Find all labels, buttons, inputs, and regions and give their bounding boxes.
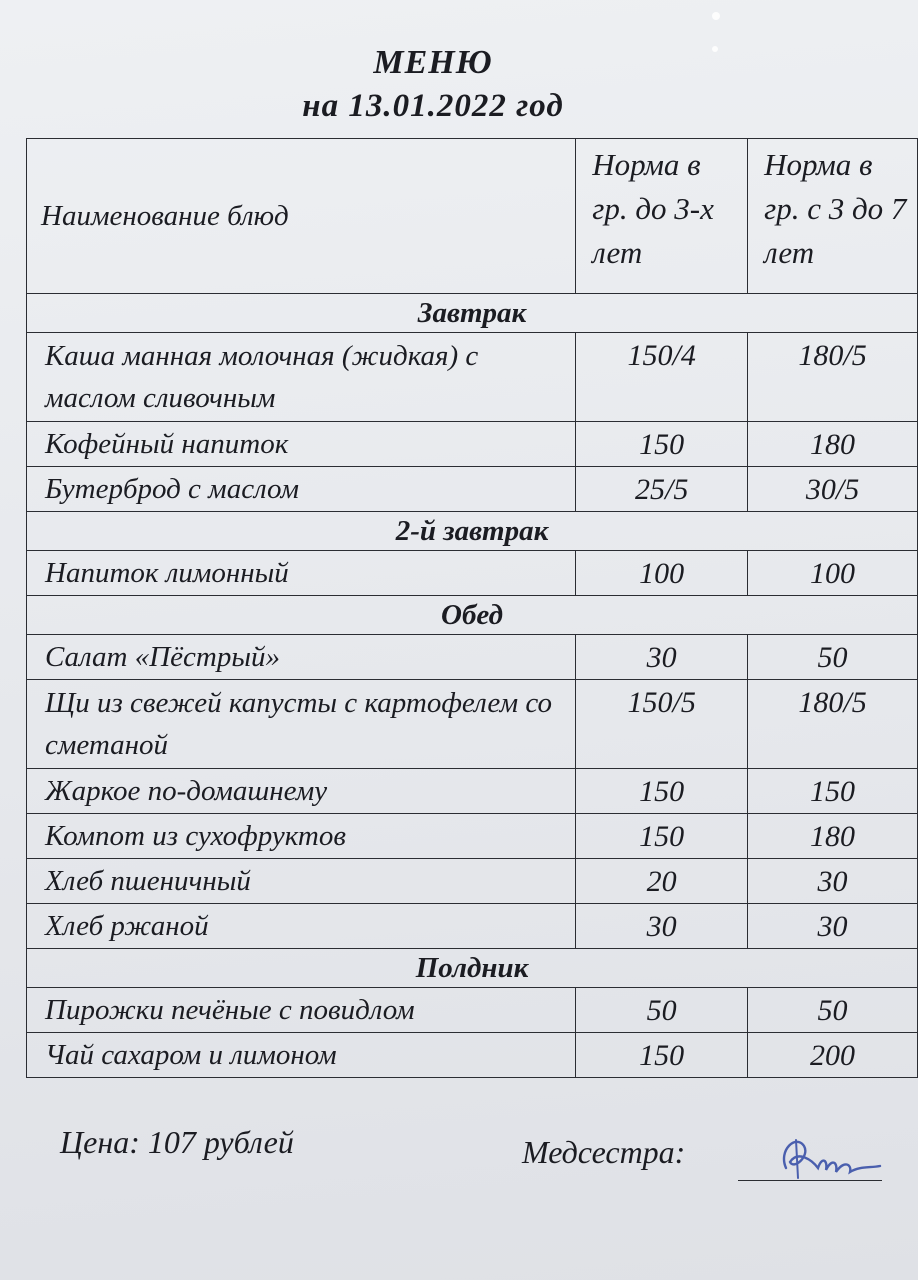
norm-under3-cell: [576, 467, 748, 512]
dish-name: Салат «Пёстрый»: [27, 635, 576, 680]
norm-value: 150: [639, 820, 685, 853]
column-header-3to7: Норма в гр. с 3 до 7 лет: [748, 139, 918, 294]
norm-value: 180/5: [798, 686, 867, 719]
norm-value: 30: [646, 641, 677, 674]
norm-value: 100: [810, 557, 856, 590]
section-title: Обед: [27, 596, 918, 635]
norm-value: 25/5: [635, 473, 689, 506]
norm-value: 20: [646, 865, 677, 898]
norm-value: 200: [810, 1039, 856, 1072]
norm-under3-cell: [576, 769, 748, 814]
norm-value: 100: [639, 557, 685, 590]
nurse-label: Медсестра:: [522, 1134, 686, 1170]
section-row: [27, 294, 918, 333]
norm-value: 30: [817, 865, 848, 898]
section-title: Полдник: [27, 949, 918, 988]
table-row: [27, 1033, 918, 1078]
norm-value: 150: [639, 775, 685, 808]
menu-date: на 13.01.2022 год: [302, 88, 564, 124]
table-row: [27, 333, 918, 422]
section-title: 2-й завтрак: [27, 512, 918, 551]
table-row: [27, 551, 918, 596]
norm-under3-cell: [576, 859, 748, 904]
norm-value: 150/5: [627, 686, 696, 719]
norm-value: 50: [817, 641, 848, 674]
section-title: Завтрак: [27, 294, 918, 333]
norm-under3-cell: [576, 1033, 748, 1078]
norm-3to7-cell: [748, 769, 918, 814]
table-header-row: [27, 139, 918, 294]
section-row: [27, 512, 918, 551]
norm-3to7-cell: [748, 904, 918, 949]
norm-under3-cell: [576, 904, 748, 949]
norm-under3-cell: [576, 988, 748, 1033]
section-row: [27, 596, 918, 635]
dish-name: Бутерброд с маслом: [27, 467, 576, 512]
norm-value: 180/5: [798, 339, 867, 372]
menu-title: МЕНЮ: [373, 44, 493, 81]
norm-under3-cell: [576, 814, 748, 859]
norm-3to7-cell: [748, 422, 918, 467]
norm-value: 180: [810, 428, 856, 461]
norm-value: 150/4: [627, 339, 696, 372]
table-row: [27, 467, 918, 512]
handwritten-signature-icon: [768, 1120, 888, 1190]
price-label: Цена: 107 рублей: [60, 1124, 294, 1160]
norm-under3-cell: [576, 635, 748, 680]
table-row: [27, 859, 918, 904]
table-row: [27, 635, 918, 680]
norm-3to7-cell: [748, 635, 918, 680]
norm-value: 50: [646, 994, 677, 1027]
column-header-under3: Норма в гр. до 3-х лет: [576, 139, 748, 294]
glare-spot: [712, 12, 720, 20]
norm-value: 150: [639, 1039, 685, 1072]
norm-under3-cell: [576, 551, 748, 596]
table-row: [27, 904, 918, 949]
dish-name: Напиток лимонный: [27, 551, 576, 596]
norm-3to7-cell: [748, 1033, 918, 1078]
norm-under3-cell: [576, 422, 748, 467]
table-row: [27, 680, 918, 769]
norm-3to7-cell: [748, 467, 918, 512]
norm-value: 30: [646, 910, 677, 943]
norm-value: 30: [817, 910, 848, 943]
table-row: [27, 769, 918, 814]
section-row: [27, 949, 918, 988]
norm-3to7-cell: [748, 680, 918, 769]
dish-name: Щи из свежей капусты с картофелем со сметаной: [27, 680, 576, 769]
dish-name: Чай сахаром и лимоном: [27, 1033, 576, 1078]
dish-name: Жаркое по-домашнему: [27, 769, 576, 814]
norm-3to7-cell: [748, 988, 918, 1033]
dish-name: Компот из сухофруктов: [27, 814, 576, 859]
norm-3to7-cell: [748, 333, 918, 422]
norm-value: 150: [810, 775, 856, 808]
norm-under3-cell: [576, 333, 748, 422]
norm-value: 180: [810, 820, 856, 853]
norm-value: 50: [817, 994, 848, 1027]
norm-3to7-cell: [748, 814, 918, 859]
table-row: [27, 988, 918, 1033]
column-header-dish: Наименование блюд: [27, 139, 576, 294]
table-row: [27, 814, 918, 859]
dish-name: Кофейный напиток: [27, 422, 576, 467]
norm-under3-cell: [576, 680, 748, 769]
norm-3to7-cell: [748, 859, 918, 904]
dish-name: Хлеб пшеничный: [27, 859, 576, 904]
menu-table: [26, 138, 918, 1078]
dish-name: Пирожки печёные с повидлом: [27, 988, 576, 1033]
norm-value: 150: [639, 428, 685, 461]
dish-name: Хлеб ржаной: [27, 904, 576, 949]
dish-name: Каша манная молочная (жидкая) с маслом сливочным: [27, 333, 576, 422]
table-row: [27, 422, 918, 467]
norm-3to7-cell: [748, 551, 918, 596]
norm-value: 30/5: [805, 473, 860, 506]
